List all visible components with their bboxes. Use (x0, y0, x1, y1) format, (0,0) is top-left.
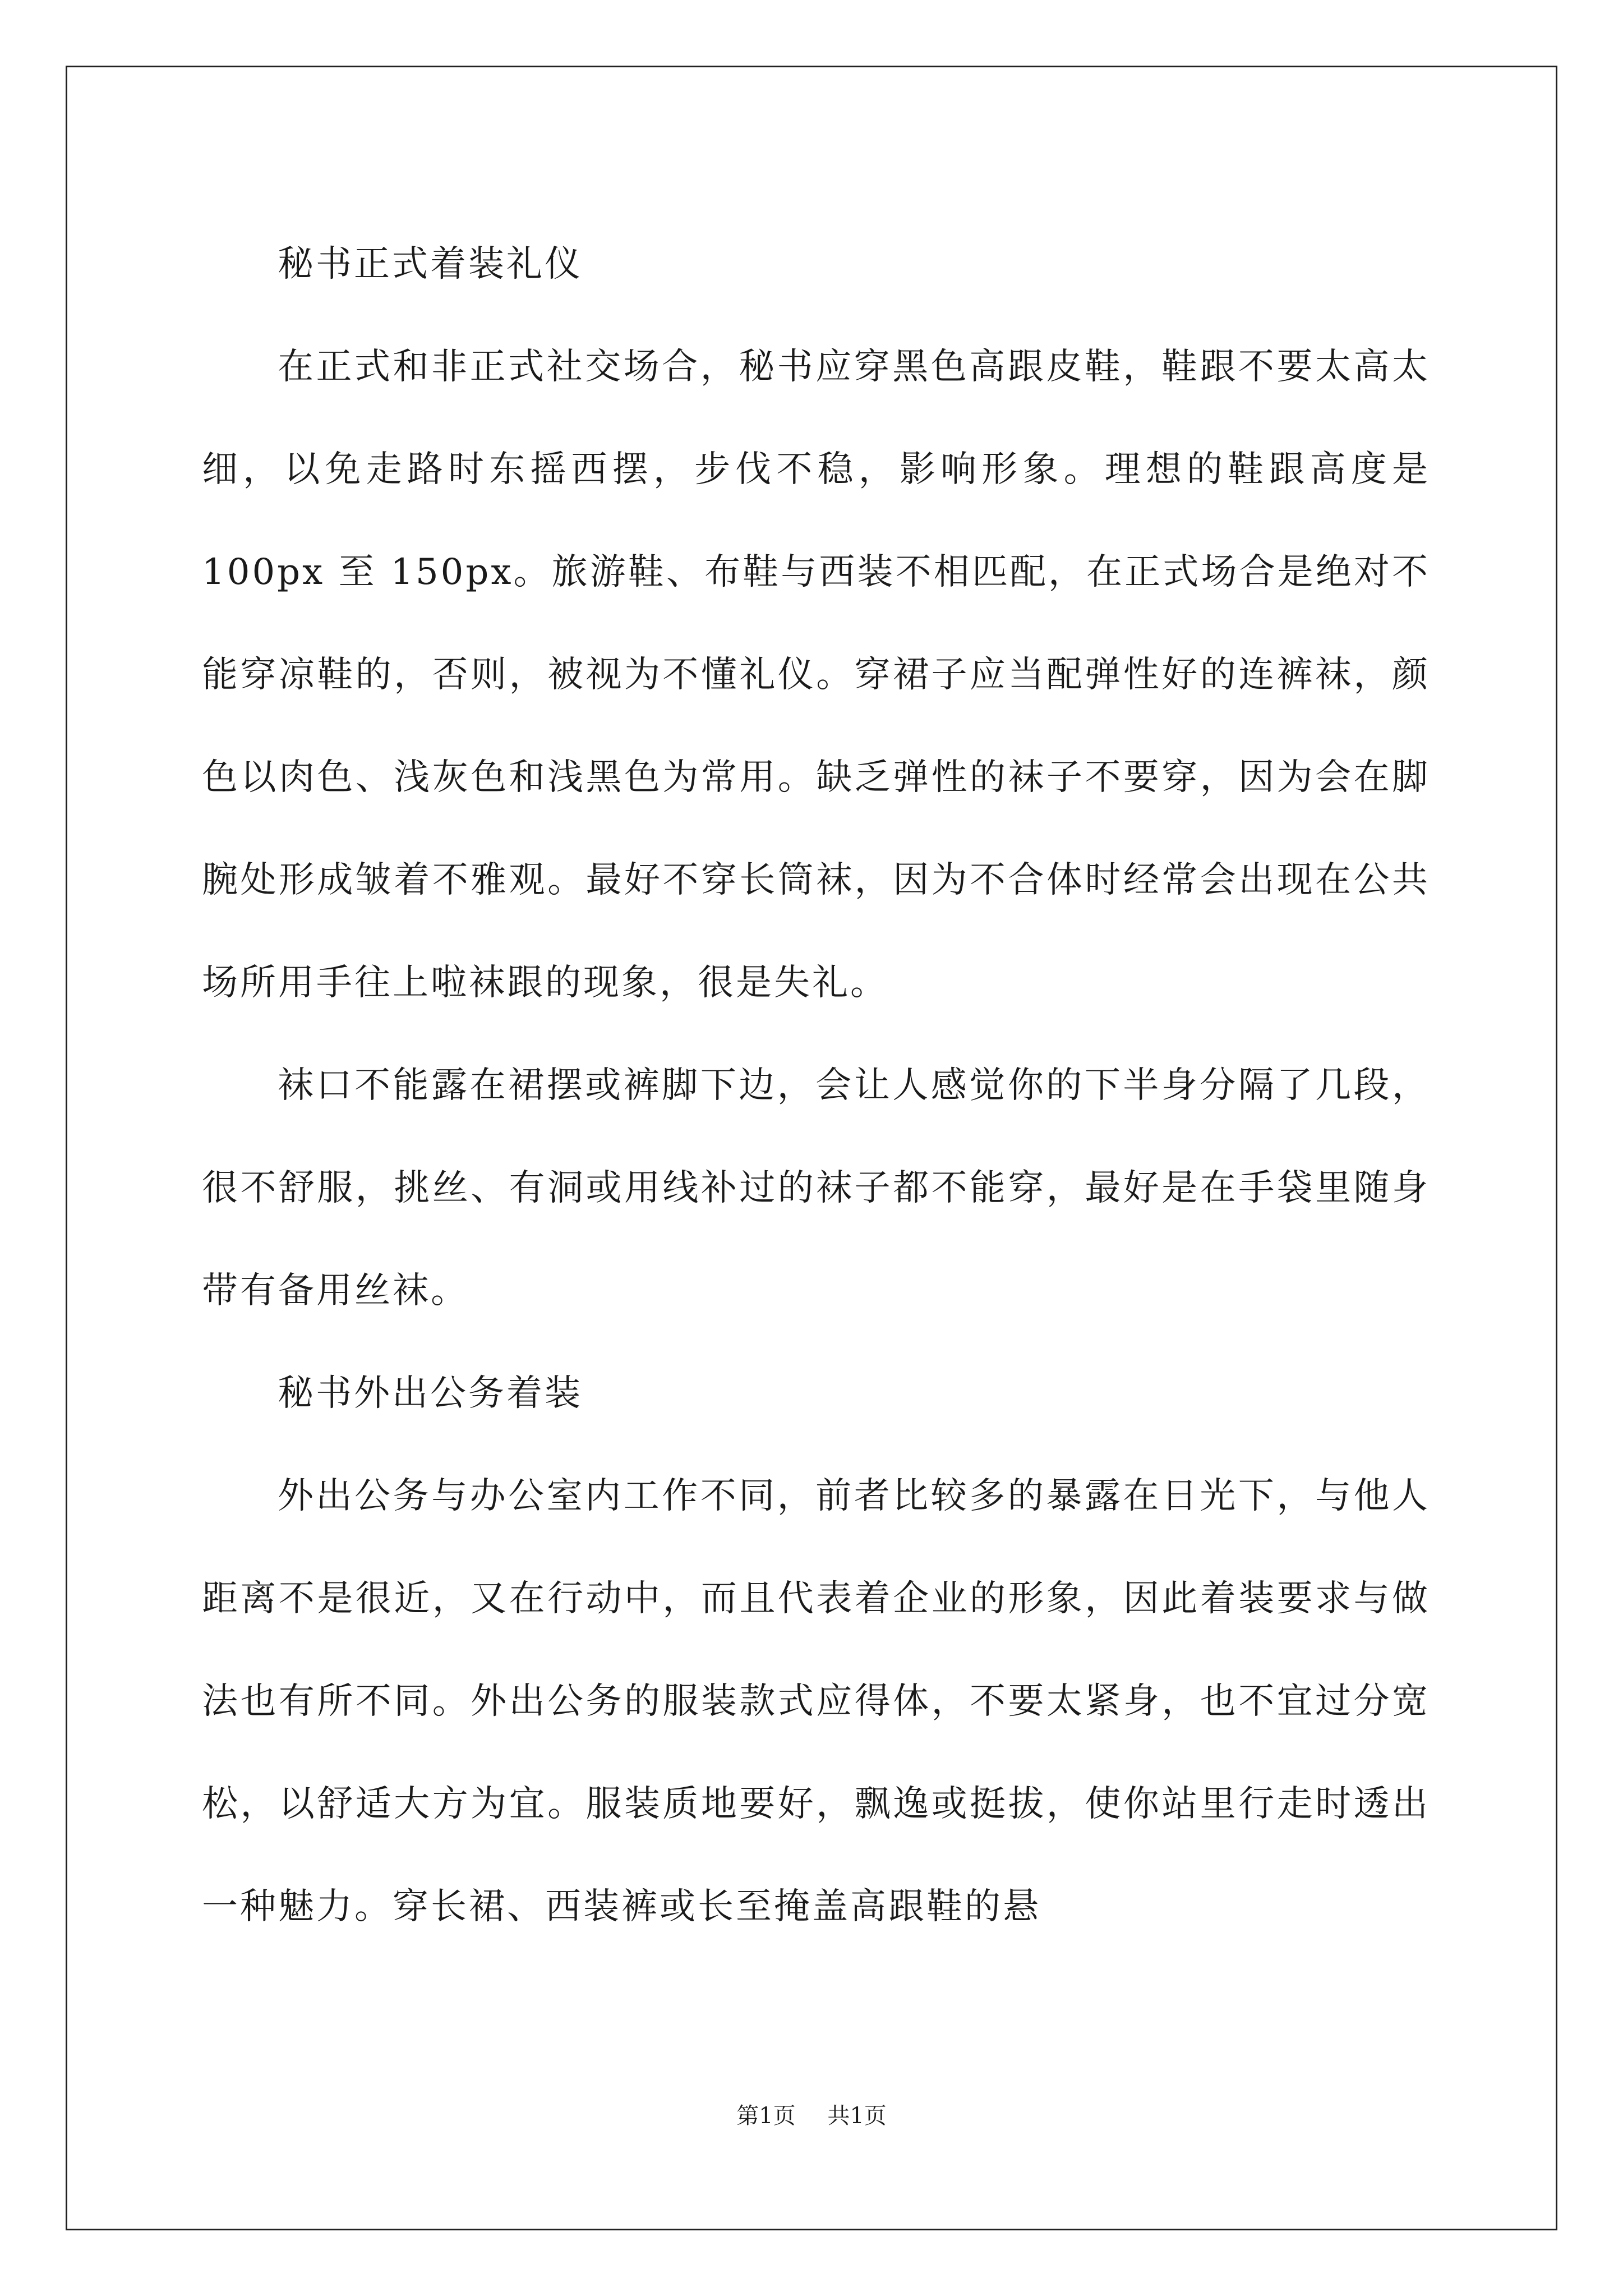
page-total: 共1页 (827, 2103, 887, 2129)
document-body (202, 213, 1430, 1958)
page-number: 第1页 (736, 2103, 796, 2129)
page-footer (0, 2098, 1623, 2130)
section-heading-formal-attire: 秘书正式着装礼仪 (278, 243, 583, 285)
paragraph-outing-attire: 外出公务与办公室内工作不同，前者比较多的暴露在日光下，与他人距离不是很近，又在行动中，而且代表着企业的形象，因此着装要求与做法也有所不同。外出公务的服装款式应得体，不要太紧身，也不宜过分宽松，以舒适大方为宜。服装质地要好，飘逸或挺拔，使你站里行走时透出一种魅力。穿长裙、西装裤或长至掩盖高跟鞋的悬 (202, 1475, 1430, 1927)
paragraph-stocking-tips: 袜口不能露在裙摆或裤脚下边，会让人感觉你的下半身分隔了几段，很不舒服，挑丝、有洞或用线补过的袜子都不能穿，最好是在手袋里随身带有备用丝袜。 (202, 1065, 1430, 1312)
section-heading-outing-attire: 秘书外出公务着装 (278, 1373, 583, 1414)
paragraph-shoes-stockings: 在正式和非正式社交场合，秘书应穿黑色高跟皮鞋，鞋跟不要太高太细，以免走路时东摇西摆，步伐不稳，影响形象。理想的鞋跟高度是 100px 至 150px。旅游鞋、布鞋与西装不相匹配，在正式场合是绝对不能穿凉鞋的，否则，被视为不懂礼仪。穿裙子应当配弹性好的连裤袜，颜色以肉色、浅灰色和浅黑色为常用。缺乏弹性的袜子不要穿，因为会在脚腕处形成皱着不雅观。最好不穿长筒袜，因为不合体时经常会出现在公共场所用手往上啦袜跟的现象，很是失礼。 (202, 346, 1430, 1004)
